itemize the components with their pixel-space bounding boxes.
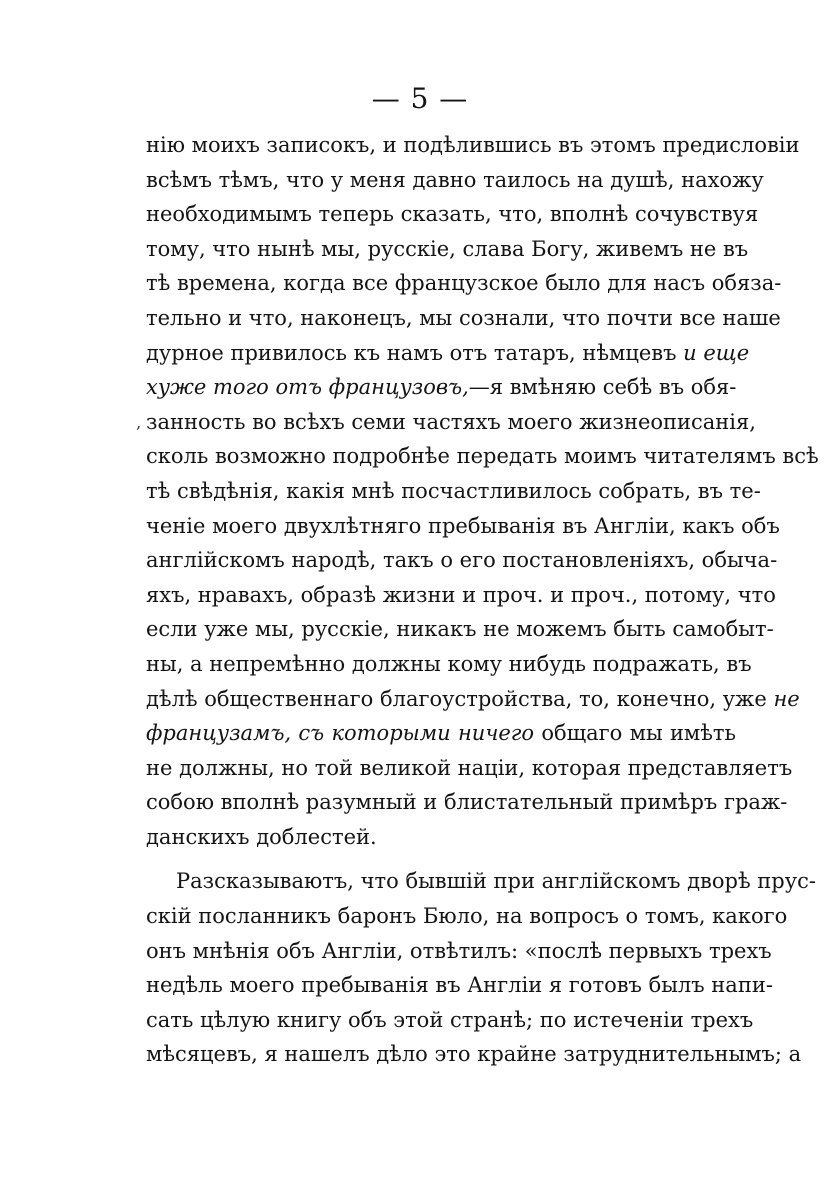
body-text xyxy=(146,128,819,1072)
text-run: ченіе моего двухлѣтняго пребыванія въ Англіи, какъ объ xyxy=(146,513,780,538)
text-line xyxy=(146,301,781,336)
text-run: не должны, но той великой націи, которая представляетъ xyxy=(146,755,793,780)
text-line xyxy=(146,266,782,301)
text-line xyxy=(146,968,773,1003)
text-run: онъ мнѣнія объ Англіи, отвѣтилъ: «послѣ первыхъ трехъ xyxy=(146,938,772,963)
text-line xyxy=(146,682,800,717)
text-line xyxy=(146,612,774,647)
text-line xyxy=(146,232,749,267)
text-line xyxy=(146,336,750,371)
text-run: занность во всѣхъ семи частяхъ моего жизнеописанія, xyxy=(146,409,756,434)
text-run: мѣсяцевъ, я нашелъ дѣло это крайне затруднительнымъ; а xyxy=(146,1042,802,1067)
text-run: сать цѣлую книгу объ этой странѣ; по истеченіи трехъ xyxy=(146,1007,754,1032)
text-line xyxy=(146,820,736,855)
text-run: тому, что нынѣ мы, русскіе, слава Богу, живемъ не въ xyxy=(146,236,749,261)
paragraph-gap xyxy=(146,854,736,864)
text-line xyxy=(146,751,793,786)
text-line xyxy=(146,439,819,474)
text-run: Разсказываютъ, что бывшій при англійскомъ дворѣ прус- xyxy=(176,869,816,894)
text-run: яхъ, нравахъ, образѣ жизни и проч. и проч., потому, что xyxy=(146,582,776,607)
text-line xyxy=(146,405,756,440)
text-run: всѣмъ тѣмъ, что у меня давно таилось на душѣ, нахожу xyxy=(146,167,764,192)
text-run: необходимымъ теперь сказать, что, вполнѣ сочувствуя xyxy=(146,202,759,227)
text-line xyxy=(146,509,780,544)
text-line xyxy=(146,785,788,820)
text-line xyxy=(146,370,736,405)
text-line xyxy=(146,647,752,682)
italic-text: французамъ, съ которыми ничего xyxy=(146,721,535,746)
italic-text: и еще xyxy=(683,340,750,365)
text-line xyxy=(146,128,800,163)
margin-mark: ‚ xyxy=(136,413,142,432)
text-run: ны, а непремѣнно должны кому нибудь подражать, въ xyxy=(146,651,752,676)
text-run: данскихъ доблестей. xyxy=(146,824,377,849)
text-run: собою вполнѣ разумный и блистательный примѣръ граж- xyxy=(146,790,788,815)
text-run: скій посланникъ баронъ Бюло, на вопросъ о томъ, какого xyxy=(146,904,788,929)
text-line xyxy=(146,864,816,899)
text-run: —я вмѣняю себѣ въ обя- xyxy=(468,375,737,400)
text-run: дурное привилось къ намъ отъ татаръ, нѣмцевъ xyxy=(146,340,684,365)
text-run: если уже мы, русскіе, никакъ не можемъ быть самобыт- xyxy=(146,617,774,642)
italic-text: не xyxy=(773,686,800,711)
text-line xyxy=(146,578,776,613)
text-line xyxy=(146,1003,754,1038)
text-run: тѣ свѣдѣнія, какія мнѣ посчастливилось собрать, въ те- xyxy=(146,478,761,503)
italic-text: хуже того отъ французовъ, xyxy=(146,375,469,400)
text-line xyxy=(146,543,778,578)
text-line xyxy=(146,474,761,509)
paragraph xyxy=(146,864,816,1072)
text-run: англійскомъ народѣ, такъ о его постановленіяхъ, обыча- xyxy=(146,548,778,573)
text-run: нію моихъ записокъ, и подѣлившись въ этомъ предисловіи xyxy=(146,133,800,157)
text-line xyxy=(146,163,764,198)
page-number: — 5 — xyxy=(371,82,469,115)
text-run: общаго мы имѣть xyxy=(534,721,736,746)
text-run: тельно и что, наконецъ, мы сознали, что почти все наше xyxy=(146,305,781,330)
text-line xyxy=(146,1037,802,1072)
text-run: тѣ времена, когда все французское было для насъ обяза- xyxy=(146,271,782,296)
paragraph xyxy=(146,128,819,854)
text-run: сколь возможно подробнѣе передать моимъ читателямъ всѣ xyxy=(146,444,819,469)
text-run: дѣлѣ общественнаго благоустройства, то, конечно, уже xyxy=(146,686,774,711)
text-run: недѣль моего пребыванія въ Англіи я готовъ былъ напи- xyxy=(146,973,773,998)
text-line xyxy=(146,197,759,232)
text-line xyxy=(146,899,788,934)
text-line xyxy=(146,716,736,751)
text-line xyxy=(146,934,772,969)
